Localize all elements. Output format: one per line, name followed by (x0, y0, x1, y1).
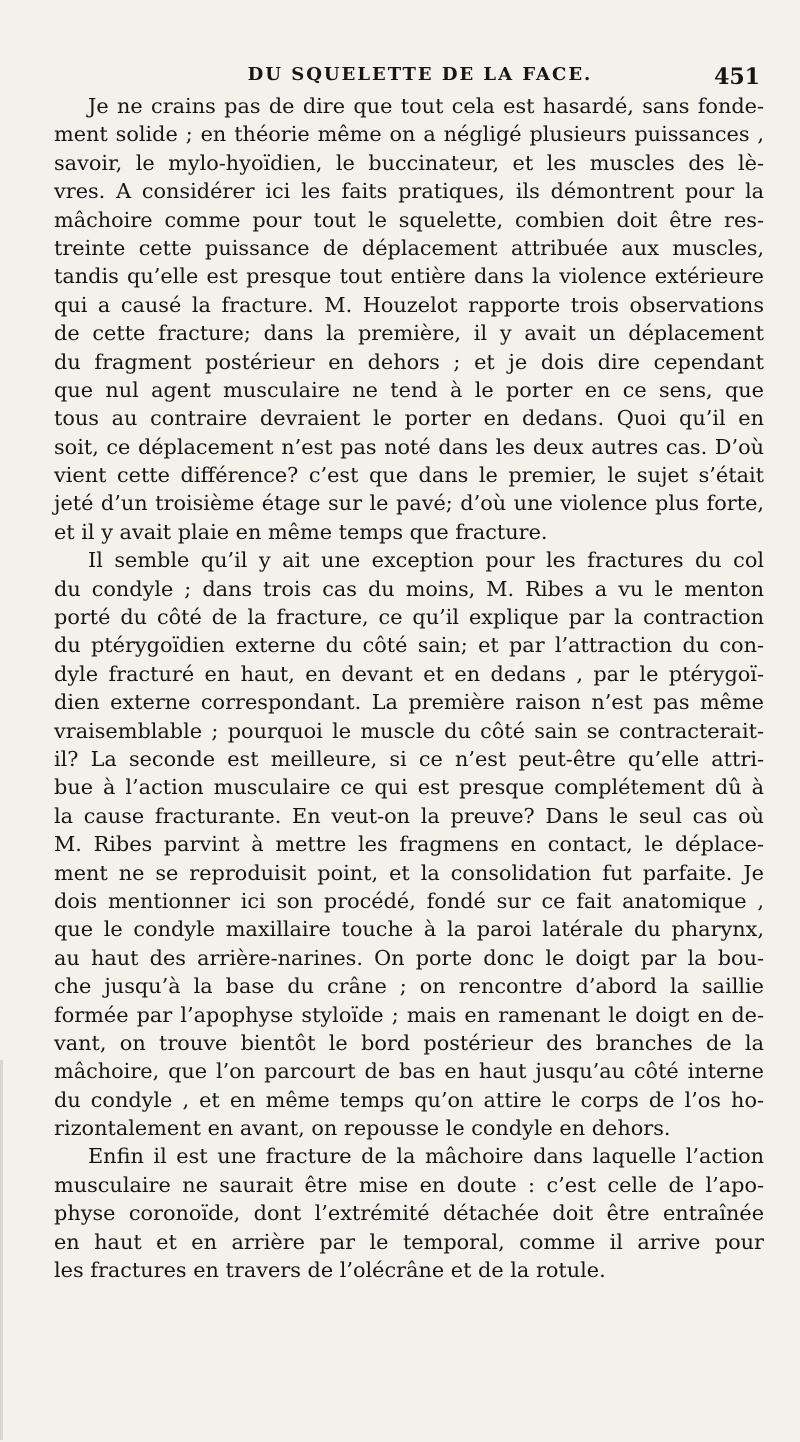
text-line: et il y avait plaie en même temps que fracture. (54, 519, 548, 544)
text-line: au haut des arrière-narines. On porte donc le doigt par la bou- (54, 945, 764, 970)
body-text (54, 92, 764, 1284)
running-title: DU SQUELETTE DE LA FACE. (247, 64, 593, 85)
text-line: rizontalement en avant, on repousse le condyle en dehors. (54, 1116, 671, 1141)
text-line: que le condyle maxillaire touche à la paroi latérale du pharynx, (54, 917, 764, 942)
text-line: jeté d’un troisième étage sur le pavé; d’où une violence plus forte, (54, 491, 764, 516)
page-number: 451 (714, 64, 760, 90)
text-line: musculaire ne saurait être mise en doute : c’est celle de l’apo- (54, 1172, 764, 1197)
text-line: treinte cette puissance de déplacement attribuée aux muscles, (54, 235, 764, 260)
text-line: du condyle , et en même temps qu’on attire le corps de l’os ho- (54, 1087, 764, 1112)
text-line: il? La seconde est meilleure, si ce n’est peut-être qu’elle attri- (54, 746, 764, 771)
text-line: vres. A considérer ici les faits pratiques, ils démontrent pour la (54, 179, 764, 204)
text-line: tandis qu’elle est presque tout entière dans la violence extérieure (54, 264, 764, 289)
paragraph-2 (54, 546, 764, 1142)
text-line: vant, on trouve bientôt le bord postérieur des branches de la (54, 1030, 764, 1055)
text-line: du fragment postérieur en dehors ; et je dois dire cependant (54, 349, 764, 374)
text-line: du ptérygoïdien externe du côté sain; et par l’attraction du con- (54, 633, 764, 658)
text-line: tous au contraire devraient le porter en dedans. Quoi qu’il en (54, 406, 764, 431)
text-line: Enfin il est une fracture de la mâchoire dans laquelle l’action (88, 1144, 764, 1169)
text-line: mâchoire, que l’on parcourt de bas en haut jusqu’au côté interne (54, 1059, 764, 1084)
text-line: savoir, le mylo-hyoïdien, le buccinateur, et les muscles des lè- (54, 150, 764, 175)
text-line: mâchoire comme pour tout le squelette, combien doit être res- (54, 207, 764, 232)
page-edge-shadow (0, 1060, 3, 1440)
text-line: soit, ce déplacement n’est pas noté dans les deux autres cas. D’où (54, 434, 764, 459)
text-line: bue à l’action musculaire ce qui est presque complétement dû à (54, 775, 764, 800)
text-line: dyle fracturé en haut, en devant et en dedans , par le ptérygoï- (54, 661, 764, 686)
text-line: dois mentionner ici son procédé, fondé sur ce fait anatomique , (54, 888, 764, 913)
text-line: vient cette différence? c’est que dans le premier, le sujet s’était (54, 463, 764, 488)
text-line: dien externe correspondant. La première raison n’est pas même (54, 690, 764, 715)
text-line: en haut et en arrière par le temporal, comme il arrive pour (54, 1229, 764, 1254)
text-line: Il semble qu’il y ait une exception pour les fractures du col (88, 548, 764, 573)
text-line: ment solide ; en théorie même on a négligé plusieurs puissances , (54, 122, 764, 147)
text-line: che jusqu’à la base du crâne ; on rencontre d’abord la saillie (54, 974, 764, 999)
text-line: les fractures en travers de l’olécrâne et de la rotule. (54, 1258, 606, 1283)
text-line: de cette fracture; dans la première, il y avait un déplacement (54, 321, 764, 346)
running-header (80, 64, 760, 92)
text-line: formée par l’apophyse styloïde ; mais en ramenant le doigt en de- (54, 1002, 764, 1027)
text-line: vraisemblable ; pourquoi le muscle du côté sain se contracterait- (54, 718, 764, 743)
text-line: la cause fracturante. En veut-on la preuve? Dans le seul cas où (54, 803, 764, 828)
text-line: porté du côté de la fracture, ce qu’il explique par la contraction (54, 605, 764, 630)
text-line: M. Ribes parvint à mettre les fragmens en contact, le déplace- (54, 832, 764, 857)
text-line: du condyle ; dans trois cas du moins, M. Ribes a vu le menton (54, 576, 764, 601)
text-line: que nul agent musculaire ne tend à le porter en ce sens, que (54, 377, 764, 402)
text-line: qui a causé la fracture. M. Houzelot rapporte trois observations (54, 292, 764, 317)
text-line: Je ne crains pas de dire que tout cela est hasardé, sans fonde- (88, 94, 764, 118)
paragraph-3 (54, 1142, 764, 1284)
paragraph-1 (54, 92, 764, 546)
text-line: physe coronoïde, dont l’extrémité détachée doit être entraînée (54, 1201, 764, 1226)
text-line: ment ne se reproduisit point, et la consolidation fut parfaite. Je (54, 860, 764, 885)
